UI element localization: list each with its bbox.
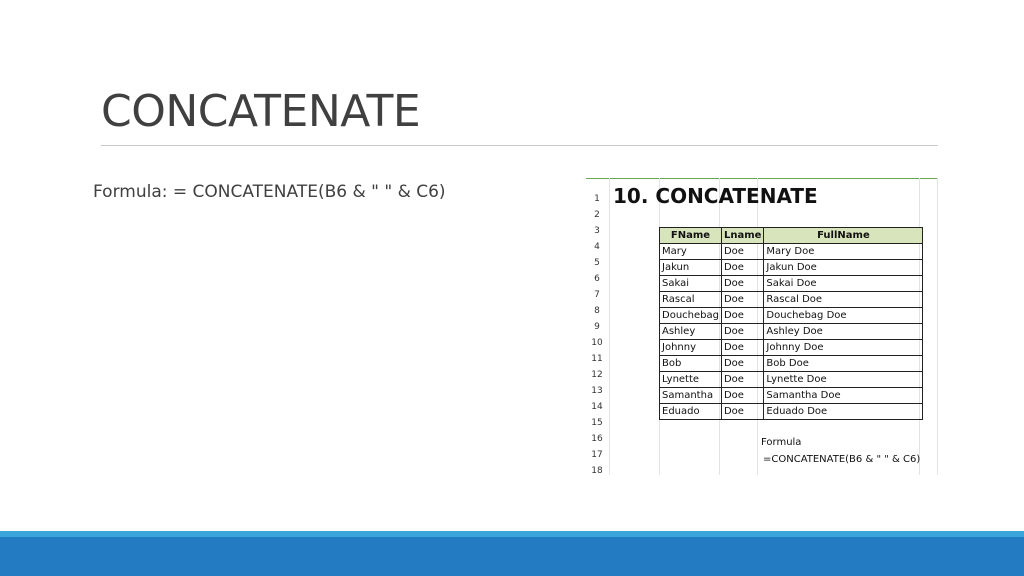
row-number: 8: [594, 306, 600, 316]
sheet-top-border: [586, 178, 938, 179]
fname-cell: Rascal: [660, 292, 722, 308]
formula-value: =CONCATENATE(B6 & " " & C6): [763, 454, 921, 465]
fname-cell: Bob: [660, 356, 722, 372]
row-number: 3: [594, 226, 600, 236]
fullname-cell: Eduado Doe: [764, 404, 923, 420]
lname-cell: Doe: [721, 388, 763, 404]
lname-cell: Doe: [721, 404, 763, 420]
lname-cell: Doe: [721, 356, 763, 372]
table-row: [660, 372, 923, 388]
row-number: 12: [591, 370, 603, 380]
table-row: [660, 276, 923, 292]
row-number: 5: [594, 258, 600, 268]
fname-cell: Jakun: [660, 260, 722, 276]
lname-cell: Doe: [721, 276, 763, 292]
data-table: [659, 227, 923, 420]
row-number: 2: [594, 210, 600, 220]
table-header-row: [660, 228, 923, 244]
formula-text: Formula: = CONCATENATE(B6 & " " & C6): [93, 182, 446, 202]
table-row: [660, 260, 923, 276]
gridline: [609, 178, 610, 475]
table-row: [660, 340, 923, 356]
footer-bar: [0, 537, 1024, 576]
table-row: [660, 324, 923, 340]
fname-cell: Eduado: [660, 404, 722, 420]
header-lname: Lname: [721, 228, 763, 244]
fullname-cell: Rascal Doe: [764, 292, 923, 308]
lname-cell: Doe: [721, 308, 763, 324]
row-number: 16: [591, 434, 603, 444]
lname-cell: Doe: [721, 292, 763, 308]
row-number: 6: [594, 274, 600, 284]
table-row: [660, 292, 923, 308]
header-fullname: FullName: [764, 228, 923, 244]
fname-cell: Ashley: [660, 324, 722, 340]
fname-cell: Johnny: [660, 340, 722, 356]
fname-cell: Douchebag: [660, 308, 722, 324]
gridline: [937, 178, 938, 475]
fullname-cell: Lynette Doe: [764, 372, 923, 388]
row-number: 11: [591, 354, 603, 364]
lname-cell: Doe: [721, 260, 763, 276]
fullname-cell: Douchebag Doe: [764, 308, 923, 324]
table-row: [660, 388, 923, 404]
table-row: [660, 308, 923, 324]
row-number: 15: [591, 418, 603, 428]
row-number: 14: [591, 402, 603, 412]
fullname-cell: Sakai Doe: [764, 276, 923, 292]
fullname-cell: Johnny Doe: [764, 340, 923, 356]
slide-title: CONCATENATE: [101, 86, 421, 137]
lname-cell: Doe: [721, 324, 763, 340]
fname-cell: Lynette: [660, 372, 722, 388]
fullname-cell: Samantha Doe: [764, 388, 923, 404]
header-fname: FName: [660, 228, 722, 244]
row-number: 10: [591, 338, 603, 348]
row-number: 7: [594, 290, 600, 300]
row-number: 18: [591, 466, 603, 475]
fname-cell: Sakai: [660, 276, 722, 292]
row-number: 13: [591, 386, 603, 396]
table-row: [660, 356, 923, 372]
lname-cell: Doe: [721, 244, 763, 260]
sheet-title: 10. CONCATENATE: [613, 184, 818, 208]
fname-cell: Mary: [660, 244, 722, 260]
formula-label: Formula: [761, 437, 802, 448]
row-number: 9: [594, 322, 600, 332]
row-number: 17: [591, 450, 603, 460]
table-row: [660, 244, 923, 260]
fname-cell: Samantha: [660, 388, 722, 404]
title-divider: [101, 145, 938, 146]
fullname-cell: Mary Doe: [764, 244, 923, 260]
fullname-cell: Bob Doe: [764, 356, 923, 372]
table-row: [660, 404, 923, 420]
lname-cell: Doe: [721, 372, 763, 388]
row-number: 1: [594, 194, 600, 204]
row-number: 4: [594, 242, 600, 252]
fullname-cell: Jakun Doe: [764, 260, 923, 276]
spreadsheet-image: [586, 178, 938, 475]
fullname-cell: Ashley Doe: [764, 324, 923, 340]
lname-cell: Doe: [721, 340, 763, 356]
